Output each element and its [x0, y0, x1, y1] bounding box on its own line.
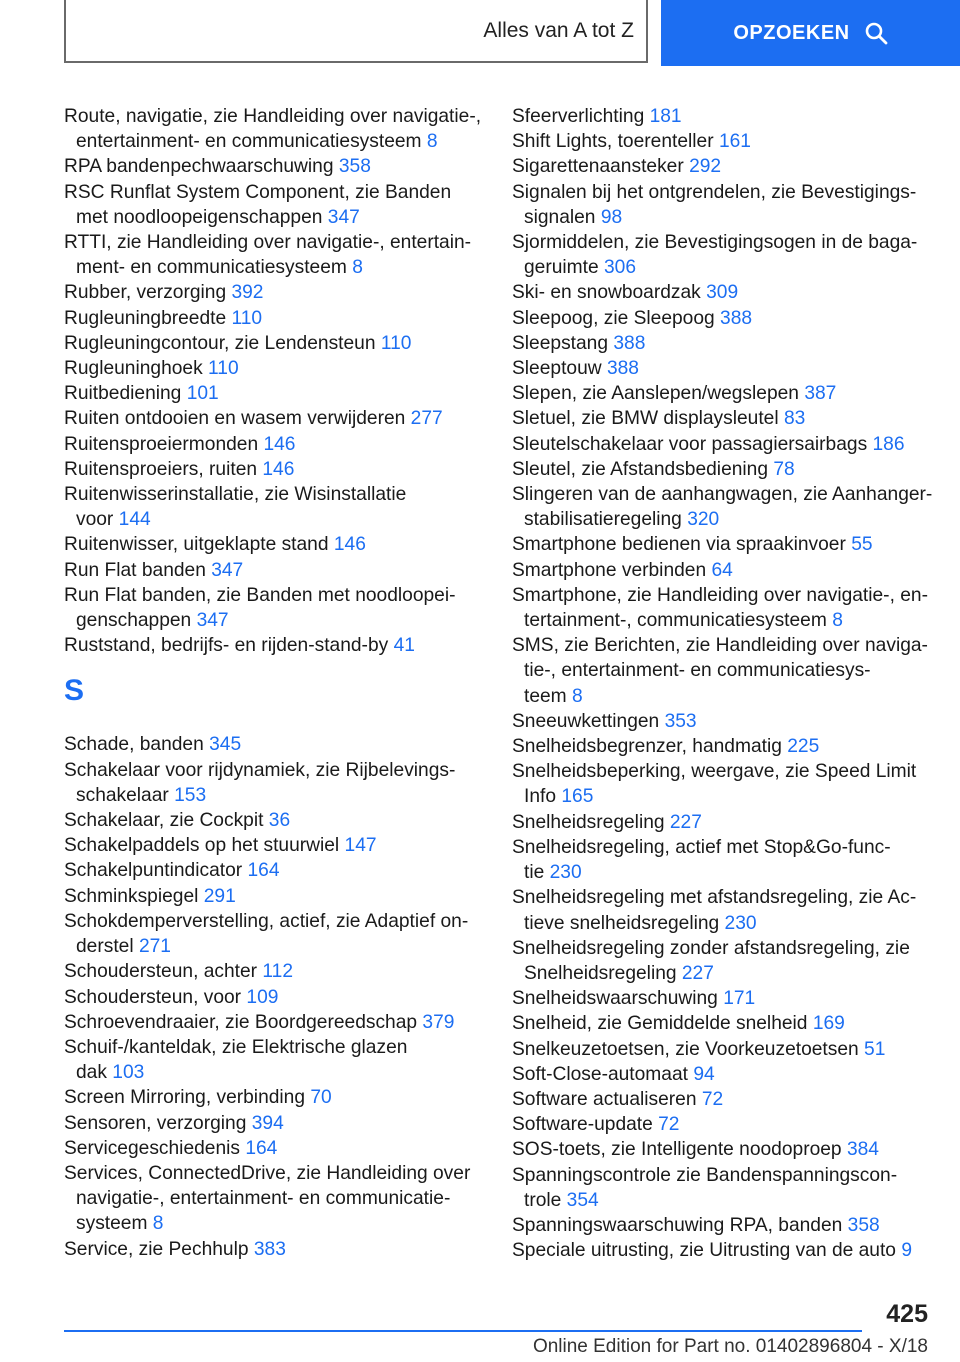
index-entry	[512, 432, 932, 457]
index-entry-text: Schuif-/kanteldak, zie Elektrische glazen	[64, 1036, 408, 1058]
index-page-link[interactable]: 147	[344, 835, 377, 857]
index-entry	[64, 154, 484, 179]
index-page-link[interactable]: 109	[246, 986, 279, 1008]
index-entry-text: Rugleuninghoek	[64, 358, 203, 380]
index-entry	[512, 1037, 932, 1062]
index-entry	[512, 709, 932, 734]
index-entry-text: Ruiten ontdooien en wasem verwijderen	[64, 408, 406, 430]
index-entry	[512, 180, 932, 230]
index-entry	[512, 633, 932, 709]
index-column-left	[64, 104, 484, 1262]
index-entry	[512, 406, 932, 431]
index-page-link[interactable]: 8	[572, 685, 583, 707]
index-page-link[interactable]: 358	[847, 1214, 880, 1236]
index-entry-text: Schminkspiegel	[64, 885, 199, 907]
index-entry	[64, 884, 484, 909]
index-entry-text: Shift Lights, toerenteller	[512, 131, 714, 153]
index-entry	[512, 457, 932, 482]
index-page-link[interactable]: 103	[112, 1062, 145, 1084]
index-entry	[512, 129, 932, 154]
index-entry	[64, 732, 484, 757]
index-entry-text: Soft-Close-automaat	[512, 1063, 688, 1085]
footer-divider	[64, 1330, 862, 1332]
index-entry-text: tertainment-, communicatiesysteem	[524, 610, 827, 632]
index-page-link[interactable]: 277	[410, 408, 443, 430]
index-entry-text: teem	[524, 685, 567, 707]
index-page-link[interactable]: 379	[422, 1011, 455, 1033]
index-entry-text: derstel	[76, 936, 134, 958]
index-entry-text: Snelheidswaarschuwing	[512, 988, 718, 1010]
index-entry-text: SOS-toets, zie Intelligente noodoproep	[512, 1139, 842, 1161]
index-page-link[interactable]: 388	[720, 307, 753, 329]
tab-alles-van-a-tot-z-label: Alles van A tot Z	[483, 18, 634, 42]
index-entry-text: tie	[524, 862, 545, 884]
index-entry-text: Snelheidsregeling, actief met Stop&Go-func-	[512, 836, 891, 858]
index-page-link[interactable]: 8	[426, 131, 438, 153]
index-entry	[64, 356, 484, 381]
index-entry-text: schakelaar	[76, 784, 169, 806]
index-page-link[interactable]: 70	[310, 1087, 332, 1109]
index-entry-text: Snelheidsregeling	[512, 811, 665, 833]
index-page-link[interactable]: 358	[338, 156, 371, 178]
index-entry	[64, 280, 484, 305]
index-page-link[interactable]: 55	[851, 534, 873, 556]
index-entry	[64, 230, 484, 280]
index-entry	[512, 885, 932, 935]
index-page-link[interactable]: 146	[333, 534, 366, 556]
index-entry	[512, 1011, 932, 1036]
index-entry-text: SMS, zie Berichten, zie Handleiding over naviga-	[512, 635, 928, 657]
index-entry	[512, 1112, 932, 1137]
index-page-link[interactable]: 98	[600, 206, 623, 228]
index-entry	[512, 230, 932, 280]
index-page-link[interactable]: 230	[549, 862, 582, 884]
index-page-link[interactable]: 72	[701, 1088, 724, 1110]
index-page-link[interactable]: 347	[211, 559, 244, 581]
index-entry-text: Rugleuningcontour, zie Lendensteun	[64, 332, 376, 354]
index-page-link[interactable]: 51	[864, 1038, 886, 1060]
index-entry-text: Route, navigatie, zie Handleiding over navigatie-,	[64, 106, 482, 127]
index-entry-text: systeem	[76, 1213, 148, 1235]
index-entry-text: Schokdemperverstelling, actief, zie Adaptief on-	[64, 910, 469, 932]
index-page-link[interactable]: 110	[208, 358, 239, 380]
index-entry	[512, 810, 932, 835]
index-entry-text: Sensoren, verzorging	[64, 1112, 247, 1134]
index-entry-text: Sigarettenaansteker	[512, 156, 684, 178]
index-entry	[512, 1087, 932, 1112]
index-letter-heading: S	[64, 674, 85, 708]
index-page-link[interactable]: 292	[689, 156, 722, 178]
index-entry-text: Smartphone bedienen via spraakinvoer	[512, 534, 846, 556]
index-entry	[64, 909, 484, 959]
index-entry	[512, 104, 932, 129]
index-page-link[interactable]: 144	[118, 509, 151, 531]
index-entry-text: Screen Mirroring, verbinding	[64, 1087, 306, 1109]
index-entry-text: Service, zie Pechhulp	[64, 1238, 249, 1260]
index-entry-text: Snelkeuzetoetsen, zie Voorkeuzetoetsen	[512, 1038, 859, 1060]
index-entry	[512, 154, 932, 179]
index-entry-text: Schroevendraaier, zie Boordgereedschap	[64, 1011, 418, 1033]
index-entry-text: Sleepstang	[512, 332, 609, 354]
index-entry	[64, 306, 484, 331]
index-entry-text: Schakelpaddels op het stuurwiel	[64, 835, 340, 857]
index-entry-text: Run Flat banden, zie Banden met noodloopei-	[64, 584, 456, 606]
index-entry	[64, 104, 484, 154]
index-page-link[interactable]: 271	[138, 936, 171, 958]
index-entry-text: Sletuel, zie BMW displaysleutel	[512, 408, 779, 430]
index-entry-text: Sjormiddelen, zie Bevestigingsogen in de baga-	[512, 232, 918, 254]
index-page-link[interactable]: 161	[718, 131, 751, 153]
index-entry-text: Schoudersteun, achter	[64, 961, 258, 983]
index-entry-text: trole	[524, 1189, 562, 1211]
index-entry	[512, 482, 932, 532]
index-entry-text: Ruitbediening	[64, 383, 182, 405]
index-entry-text: met noodloopeigenschappen	[76, 206, 323, 228]
index-page-link[interactable]: 146	[262, 458, 295, 480]
index-entry	[512, 356, 932, 381]
index-entry-text: Ruitenwisserinstallatie, zie Wisinstallatie	[64, 484, 407, 506]
index-page-link[interactable]: 354	[566, 1189, 599, 1211]
index-entry-text: Snelheid, zie Gemiddelde snelheid	[512, 1013, 808, 1035]
index-page-link[interactable]: 181	[649, 106, 682, 127]
index-page-link[interactable]: 383	[253, 1238, 286, 1260]
index-entry-text: stabilisatieregeling	[524, 509, 682, 531]
tab-opzoeken[interactable]	[661, 0, 960, 66]
index-entry-text: Sleutel, zie Afstandsbediening	[512, 458, 769, 480]
index-page-link[interactable]: 186	[872, 433, 905, 455]
index-page-link[interactable]: 165	[561, 786, 594, 808]
index-entry-text: Spanningscontrole zie Bandenspanningscon-	[512, 1164, 898, 1186]
index-page-link[interactable]: 110	[380, 332, 412, 354]
index-page-link[interactable]: 83	[783, 408, 806, 430]
index-entry-text: Rugleuningbreedte	[64, 307, 227, 329]
index-entry-text: RSC Runflat System Component, zie Banden	[64, 181, 452, 203]
index-entry	[512, 1137, 932, 1162]
index-entry-text: Ski- en snowboardzak	[512, 282, 701, 304]
index-page-link[interactable]: 387	[804, 383, 837, 405]
index-page-link[interactable]: 394	[251, 1112, 284, 1134]
index-page-link[interactable]: 78	[773, 458, 795, 480]
index-entry	[64, 1136, 484, 1161]
index-page-link[interactable]: 164	[245, 1137, 278, 1159]
index-entry	[64, 808, 484, 833]
index-entry-text: voor	[76, 509, 114, 531]
index-entry	[512, 986, 932, 1011]
index-entry-text: dak	[76, 1062, 107, 1084]
index-page-link[interactable]: 227	[681, 962, 714, 984]
index-entry	[512, 331, 932, 356]
index-entry	[512, 835, 932, 885]
index-entry	[512, 734, 932, 759]
index-entry-text: tieve snelheidsregeling	[524, 912, 720, 934]
index-entry	[64, 406, 484, 431]
index-entry	[512, 1213, 932, 1238]
index-page-link[interactable]: 309	[706, 282, 739, 304]
index-page-link[interactable]: 388	[613, 332, 646, 354]
index-page-link[interactable]: 110	[231, 307, 263, 329]
index-page-link[interactable]: 230	[724, 912, 757, 934]
index-entry	[64, 583, 484, 633]
index-entry-text: Signalen bij het ontgrendelen, zie Bevestigings-	[512, 181, 917, 203]
index-entry-text: Snelheidsbeperking, weergave, zie Speed Limit	[512, 761, 917, 783]
index-page-link[interactable]: 171	[723, 988, 756, 1010]
index-entry-text: Smartphone, zie Handleiding over navigatie-, en-	[512, 584, 928, 606]
index-page-link[interactable]: 353	[664, 710, 697, 732]
index-page-link[interactable]: 388	[606, 358, 639, 380]
footer-edition: Online Edition for Part no. 01402896804 - X/18	[532, 1336, 928, 1357]
index-page-link[interactable]: 347	[327, 206, 360, 228]
index-entry	[64, 532, 484, 557]
index-page-link[interactable]: 392	[231, 282, 264, 304]
index-entry-text: ment- en communicatiesysteem	[76, 257, 347, 279]
index-entry-text: Smartphone verbinden	[512, 559, 707, 581]
index-page-link[interactable]: 225	[787, 736, 820, 758]
index-entry	[64, 180, 484, 230]
index-entry	[64, 985, 484, 1010]
index-entry-text: RTTI, zie Handleiding over navigatie-, entertain-	[64, 232, 472, 254]
index-entry	[64, 1237, 484, 1262]
index-page-link[interactable]: 94	[693, 1063, 715, 1085]
index-entry-text: Schoudersteun, voor	[64, 986, 242, 1008]
index-entry	[64, 482, 484, 532]
index-entry	[64, 457, 484, 482]
index-page-link[interactable]: 345	[209, 734, 242, 756]
index-page-link[interactable]: 291	[203, 885, 236, 907]
index-entry	[64, 758, 484, 808]
index-entry-text: Slingeren van de aanhangwagen, zie Aanhanger-	[512, 484, 933, 506]
index-entry	[512, 381, 932, 406]
index-entry	[64, 858, 484, 883]
search-icon	[864, 21, 888, 45]
index-entry-text: Sfeerverlichting	[512, 106, 645, 127]
index-entry	[512, 558, 932, 583]
index-entry-text: Sleeptouw	[512, 358, 602, 380]
index-page-link[interactable]: 8	[152, 1213, 164, 1235]
index-entry-text: Run Flat banden	[64, 559, 206, 581]
index-entry	[64, 432, 484, 457]
index-entry-text: entertainment- en communicatiesysteem	[76, 131, 422, 153]
index-page-link[interactable]: 227	[669, 811, 702, 833]
index-entry-text: Schakelaar, zie Cockpit	[64, 810, 264, 832]
index-page-link[interactable]: 8	[352, 257, 363, 279]
index-entry-text: Sleutelschakelaar voor passagiersairbags	[512, 433, 868, 455]
index-entry	[64, 959, 484, 984]
index-entry-text: Ruststand, bedrijfs- en rijden-stand-by	[64, 635, 389, 657]
index-entry-text: Ruitensproeiers, ruiten	[64, 458, 258, 480]
index-entry	[512, 306, 932, 331]
tab-opzoeken-label: OPZOEKEN	[733, 21, 850, 44]
index-column-right	[512, 104, 932, 1263]
index-entry-text: Spanningswaarschuwing RPA, banden	[512, 1214, 843, 1236]
index-entry	[512, 759, 932, 809]
index-entry-text: Speciale uitrusting, zie Uitrusting van de auto	[512, 1240, 896, 1262]
index-entry-text: Snelheidsregeling met afstandsregeling, zie Ac-	[512, 887, 917, 909]
index-entry	[64, 558, 484, 583]
index-entry	[64, 381, 484, 406]
index-entry	[64, 331, 484, 356]
index-entry-text: Info	[524, 786, 557, 808]
index-page-link[interactable]: 347	[196, 610, 229, 632]
index-entry	[64, 1161, 484, 1237]
index-entry-text: tie-, entertainment- en communicatiesys-	[524, 660, 871, 682]
index-entry-text: RPA bandenpechwaarschuwing	[64, 156, 334, 178]
index-entry-text: Snelheidsregeling	[524, 962, 677, 984]
index-entry	[512, 1062, 932, 1087]
index-page-link[interactable]: 101	[186, 383, 219, 405]
index-page-link[interactable]: 169	[812, 1013, 845, 1035]
index-entry-text: Snelheidsregeling zonder afstandsregeling, zie	[512, 937, 910, 959]
index-entry-text: Snelheidsbegrenzer, handmatig	[512, 736, 782, 758]
index-entry	[512, 532, 932, 557]
index-entry-text: Ruitensproeiermonden	[64, 433, 259, 455]
index-page-link[interactable]: 306	[604, 257, 637, 279]
index-entry-text: Sneeuwkettingen	[512, 710, 660, 732]
index-page-link[interactable]: 164	[247, 860, 280, 882]
index-page-link[interactable]: 64	[711, 559, 733, 581]
index-entry-text: Software-update	[512, 1114, 653, 1136]
index-entry-text: Schakelaar voor rijdynamiek, zie Rijbelevings-	[64, 759, 456, 781]
index-entry-text: Services, ConnectedDrive, zie Handleiding over	[64, 1162, 471, 1184]
index-entry-text: Software actualiseren	[512, 1088, 697, 1110]
index-entry	[512, 1163, 932, 1213]
index-entry-text: Schade, banden	[64, 734, 204, 756]
index-entry	[512, 583, 932, 633]
index-page-link[interactable]: 36	[268, 810, 291, 832]
index-entry-text: Slepen, zie Aanslepen/wegslepen	[512, 383, 799, 405]
index-entry	[64, 633, 484, 658]
index-entry	[64, 1085, 484, 1110]
index-entry	[64, 1010, 484, 1035]
index-entry-text: genschappen	[76, 610, 192, 632]
page-number: 425	[886, 1300, 928, 1328]
index-page-link[interactable]: 384	[846, 1139, 879, 1161]
index-page-link[interactable]: 112	[262, 961, 294, 983]
index-entry-text: Sleepoog, zie Sleepoog	[512, 307, 715, 329]
index-entry-text: Ruitenwisser, uitgeklapte stand	[64, 534, 329, 556]
index-page-link[interactable]: 8	[832, 610, 843, 632]
index-entry-text: geruimte	[524, 257, 599, 279]
index-page-link[interactable]: 153	[174, 784, 207, 806]
index-page-link[interactable]: 320	[687, 509, 720, 531]
index-entry-text: navigatie-, entertainment- en communicatie-	[76, 1188, 451, 1210]
index-page-link[interactable]: 9	[901, 1240, 912, 1262]
index-entry	[512, 1238, 932, 1263]
index-entry-text: Servicegeschiedenis	[64, 1137, 240, 1159]
index-page-link[interactable]: 146	[263, 433, 296, 455]
index-entry	[512, 936, 932, 986]
index-entry	[64, 833, 484, 858]
index-page-link[interactable]: 41	[393, 635, 415, 657]
index-entry-text: signalen	[524, 206, 596, 228]
index-entry	[64, 1111, 484, 1136]
index-page-link[interactable]: 72	[658, 1114, 680, 1136]
index-entry	[64, 1035, 484, 1085]
index-entry-text: Schakelpuntindicator	[64, 860, 243, 882]
tab-alles-van-a-tot-z[interactable]	[64, 0, 648, 63]
header-bar	[0, 0, 960, 66]
index-entry-text: Rubber, verzorging	[64, 282, 227, 304]
index-entry	[512, 280, 932, 305]
